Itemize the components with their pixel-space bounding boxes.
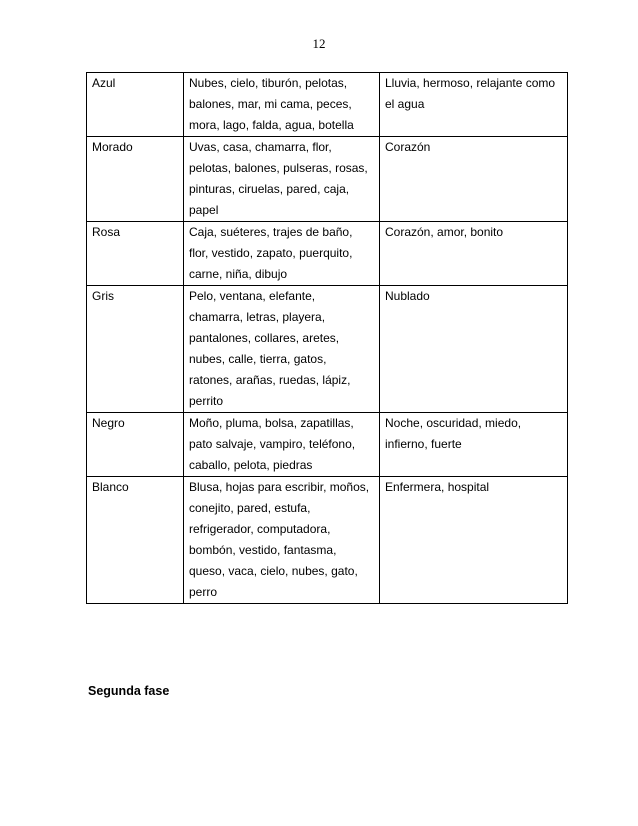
objects-cell: [184, 477, 380, 604]
objects-line: caballo, pelota, piedras: [189, 458, 313, 472]
objects-cell: [184, 73, 380, 137]
associations-cell: [380, 477, 568, 604]
objects-line: pinturas, ciruelas, pared, caja,: [189, 182, 350, 196]
table-body: [87, 73, 568, 604]
objects-cell: [184, 413, 380, 477]
associations-cell: [380, 73, 568, 137]
color-name-cell: Morado: [87, 137, 184, 222]
objects-line: chamarra, letras, playera,: [189, 310, 326, 324]
objects-line: conejito, pared, estufa,: [189, 501, 311, 515]
table-row: [87, 222, 568, 286]
objects-line: Pelo, ventana, elefante,: [189, 289, 316, 303]
table-row: [87, 73, 568, 137]
objects-line: bombón, vestido, fantasma,: [189, 543, 337, 557]
objects-line: perrito: [189, 394, 224, 408]
associations-line: Lluvia, hermoso, relajante como: [385, 76, 556, 90]
associations-cell: [380, 137, 568, 222]
associations-cell: [380, 222, 568, 286]
objects-line: carne, niña, dibujo: [189, 267, 288, 281]
objects-line: perro: [189, 585, 218, 599]
table-row: [87, 137, 568, 222]
color-name-cell: Rosa: [87, 222, 184, 286]
section-heading: Segunda fase: [88, 684, 170, 698]
associations-line: el agua: [385, 97, 425, 111]
objects-line: queso, vaca, cielo, nubes, gato,: [189, 564, 358, 578]
associations-cell: [380, 413, 568, 477]
color-name-cell: Negro: [87, 413, 184, 477]
objects-line: Blusa, hojas para escribir, moños,: [189, 480, 370, 494]
objects-cell: [184, 222, 380, 286]
objects-line: Caja, suéteres, trajes de baño,: [189, 225, 353, 239]
associations-line: Corazón: [385, 140, 431, 154]
associations-cell: [380, 286, 568, 413]
objects-line: ratones, arañas, ruedas, lápiz,: [189, 373, 351, 387]
table-row: [87, 477, 568, 604]
associations-line: Corazón, amor, bonito: [385, 225, 504, 239]
objects-line: Nubes, cielo, tiburón, pelotas,: [189, 76, 348, 90]
objects-line: Moño, pluma, bolsa, zapatillas,: [189, 416, 354, 430]
objects-line: refrigerador, computadora,: [189, 522, 331, 536]
objects-line: flor, vestido, zapato, puerquito,: [189, 246, 353, 260]
color-name-cell: Azul: [87, 73, 184, 137]
table-row: [87, 413, 568, 477]
objects-line: papel: [189, 203, 219, 217]
objects-line: balones, mar, mi cama, peces,: [189, 97, 352, 111]
objects-line: Uvas, casa, chamarra, flor,: [189, 140, 332, 154]
page-number: 12: [312, 36, 326, 51]
objects-line: nubes, calle, tierra, gatos,: [189, 352, 327, 366]
objects-line: pelotas, balones, pulseras, rosas,: [189, 161, 368, 175]
color-association-table: [86, 72, 568, 604]
objects-cell: [184, 286, 380, 413]
table-row: [87, 286, 568, 413]
color-name-cell: Gris: [87, 286, 184, 413]
associations-line: infierno, fuerte: [385, 437, 462, 451]
associations-line: Noche, oscuridad, miedo,: [385, 416, 522, 430]
objects-line: pantalones, collares, aretes,: [189, 331, 340, 345]
associations-line: Nublado: [385, 289, 430, 303]
objects-cell: [184, 137, 380, 222]
objects-line: pato salvaje, vampiro, teléfono,: [189, 437, 356, 451]
color-name-cell: Blanco: [87, 477, 184, 604]
associations-line: Enfermera, hospital: [385, 480, 490, 494]
objects-line: mora, lago, falda, agua, botella: [189, 118, 354, 132]
